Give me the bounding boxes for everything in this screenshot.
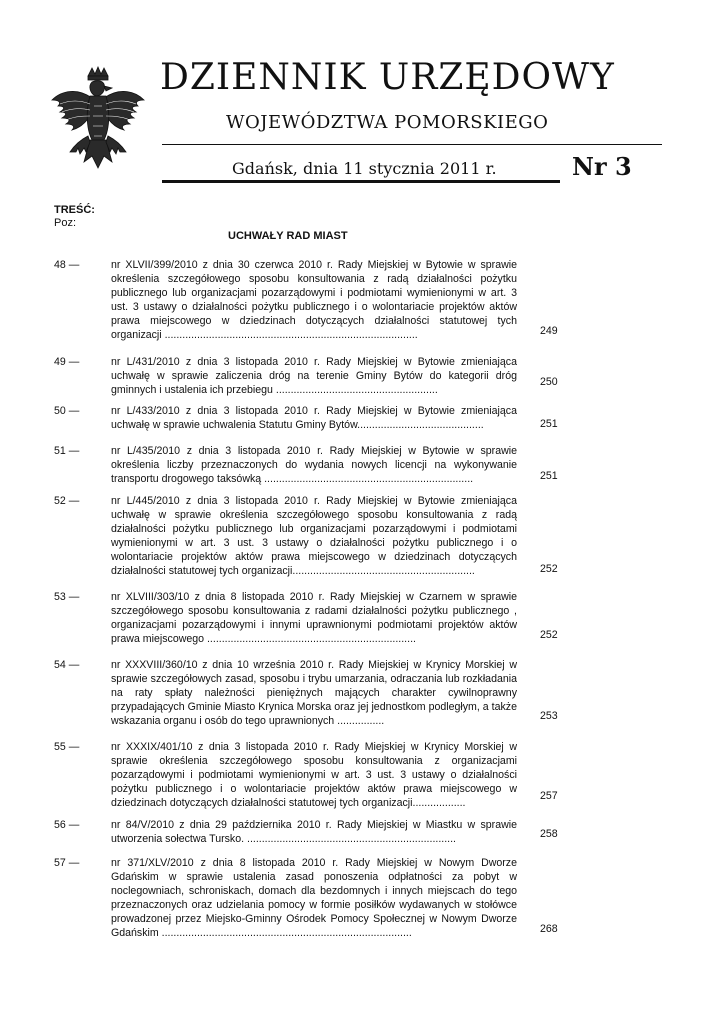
entry-number: 56 — [54, 819, 80, 831]
journal-title: DZIENNIK URZĘDOWY [160, 57, 615, 98]
entry-text: nr L/445/2010 z dnia 3 listopada 2010 r. Rady Miejskiej w Bytowie zmieniająca uchwałę w sprawie określenia szczegółowego sposobu konsultowania z radą działalności pożytku publicznego lub organizacjami pozarządowymi i podmiotami wymienionymi w art. 3 ust. 3 ustawy o działalności pożytku publicznego i o wolontariacie projektów aktów prawa miejscowego w dziedzinach dotyczących działalności statutowej tych organizacji.............................................................. [111, 495, 517, 577]
entry-page: 257 [540, 790, 558, 802]
entry-text: nr L/431/2010 z dnia 3 listopada 2010 r. Rady Miejskiej w Bytowie zmieniająca uchwałę w sprawie zaliczenia dróg na terenie Gminy Bytów do kategorii dróg gminnych i ustalenia ich przebiegu ....................................................... [111, 356, 517, 396]
entry-page: 249 [540, 325, 558, 337]
entry-page: 253 [540, 710, 558, 722]
poz-label: Poz: [54, 217, 77, 229]
journal-subtitle: WOJEWÓDZTWA POMORSKIEGO [226, 112, 549, 133]
entry-number: 50 — [54, 405, 80, 417]
entry-number: 54 — [54, 659, 80, 671]
entry-text: nr XXXIX/401/10 z dnia 3 listopada 2010 r. Rady Miejskiej w Krynicy Morskiej w sprawie określenia szczegółowego sposobu konsultowania z organizacjami pozarządowymi i podmiotami wymienionymi w art. 3 ust. 3 ustawy o działalności pożytku publicznego i o wolontariacie projektów aktów prawa miejscowego w dziedzinach dotyczących działalności statutowej tych organizacji.................. [111, 741, 517, 809]
entry-text: nr XLVII/399/2010 z dnia 30 czerwca 2010 r. Rady Miejskiej w Bytowie w sprawie określenia szczegółowego sposobu konsultowania z radą działalności pożytku publicznego lub organizacjami pozarządowymi i podmiotami wymienionymi w art. 3 ust. 3 ustawy o działalności pożytku publicznego i o wolontariacie projektów aktów prawa miejscowego w dziedzinach dotyczących działalności statutowej tych organizacji ...................................................................................... [111, 259, 517, 341]
entry-number: 51 — [54, 445, 80, 457]
entry-number: 49 — [54, 356, 80, 368]
eagle-emblem-icon [48, 66, 148, 176]
entry-number: 53 — [54, 591, 80, 603]
entry-page: 251 [540, 418, 558, 430]
header-rule-bottom [162, 180, 560, 183]
entry-number: 48 — [54, 259, 80, 271]
entry-text: nr XXXVIII/360/10 z dnia 10 września 2010 r. Rady Miejskiej w Krynicy Morskiej w sprawie szczegółowych zasad, sposobu i trybu umarzania, odraczania lub rozkładania na raty spłaty należności pieniężnych mających charakter cywilnoprawny przypadających Gminie Miasto Krynica Morska oraz jej jednostkom podległym, a także wskazania organu i osób do tego uprawnionych ................ [111, 659, 517, 727]
header-rule-top [162, 144, 662, 145]
entry-text: nr 84/V/2010 z dnia 29 października 2010 r. Rady Miejskiej w Miastku w sprawie utworzenia sołectwa Tursko. ....................................................................... [111, 819, 517, 845]
entry-text: nr 371/XLV/2010 z dnia 8 listopada 2010 r. Rady Miejskiej w Nowym Dworze Gdańskim w sprawie ustalenia zasad ponoszenia odpłatności za pobyt w noclegowniach, schroniskach, domach dla bezdomnych i innych miejscach do tego przeznaczonych oraz udzielania pomocy w formie posiłków wydawanych w stołówce prowadzonej przez Miejsko-Gminny Ośrodek Pomocy Społecznej w Nowym Dworze Gdańskim ..................................................................................... [111, 857, 517, 939]
entry-text: nr L/435/2010 z dnia 3 listopada 2010 r. Rady Miejskiej w Bytowie w sprawie określenia liczby przeznaczonych do wydania nowych licencji na wykonywanie transportu drogowego taksówką ....................................................................... [111, 445, 517, 485]
entry-text: nr L/433/2010 z dnia 3 listopada 2010 r. Rady Miejskiej w Bytowie zmieniająca uchwałę w sprawie uchwalenia Statutu Gminy Bytów........................................... [111, 405, 517, 431]
entry-page: 251 [540, 470, 558, 482]
entry-page: 258 [540, 828, 558, 840]
toc-heading: TREŚĆ: [54, 204, 95, 216]
entry-page: 250 [540, 376, 558, 388]
entry-number: 57 — [54, 857, 80, 869]
entry-page: 252 [540, 629, 558, 641]
entry-text: nr XLVIII/303/10 z dnia 8 listopada 2010 r. Rady Miejskiej w Czarnem w sprawie szczegółowego sposobu konsultowania z radami działalności pożytku publicznego , organizacjami pozarządowymi i innymi uprawnionymi podmiotami projektów aktów prawa miejscowego ....................................................................... [111, 591, 517, 645]
dateline: Gdańsk, dnia 11 stycznia 2011 r. [232, 159, 497, 178]
entry-number: 52 — [54, 495, 80, 507]
entry-page: 268 [540, 923, 558, 935]
issue-number: Nr 3 [572, 152, 632, 181]
entry-page: 252 [540, 563, 558, 575]
section-title: UCHWAŁY RAD MIAST [228, 230, 348, 242]
entry-number: 55 — [54, 741, 80, 753]
